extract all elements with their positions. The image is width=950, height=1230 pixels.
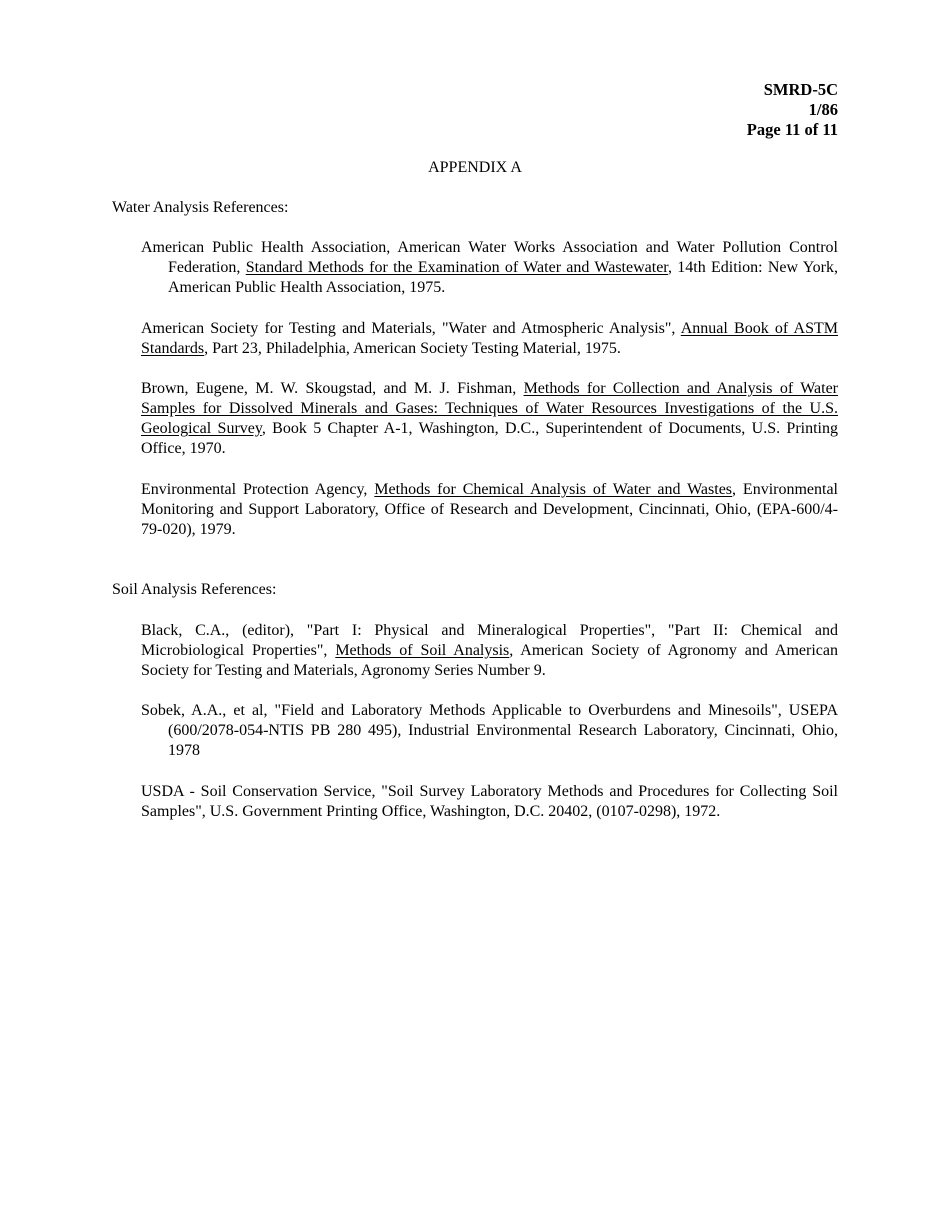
reference-title: Methods for Chemical Analysis of Water and Wastes [374,481,733,498]
document-date: 1/86 [808,100,838,119]
reference-title: Methods for Collection and Analysis of Water Samples for Dissolved Minerals and Gases: Techniques of Water Resources Investigations of the U.S. Geological Survey [141,380,838,437]
page-header [747,80,838,140]
soil-reference-2: Sobek, A.A., et al, "Field and Laboratory Methods Applicable to Overburdens and Minesoils", USEPA (600/2078-054-NTIS PB 280 495), Industrial Environmental Research Laboratory, Cincinnati, Ohio, 1978 [141,702,838,759]
water-reference-2: American Society for Testing and Materials, "Water and Atmospheric Analysis", Annual Book of ASTM Standards, Part 23, Philadelphia, American Society Testing Material, 1975. [141,320,839,357]
water-reference-3: Brown, Eugene, M. W. Skougstad, and M. J. Fishman, Methods for Collection and Analysis of Water Samples for Dissolved Minerals and Gases: Techniques of Water Resources Investigations of the U.S. Geological Survey, Book 5 Chapter A-1, Washington, D.C., Superintendent of Documents, U.S. Printing Office, 1970. [141,380,838,457]
reference-title: Standard Methods for the Examination of Water and Wastewater [245,259,668,276]
page-title: APPENDIX A [428,159,522,176]
reference-title: Methods of Soil Analysis [335,642,510,659]
page-number: Page 11 of 11 [746,120,838,139]
water-section-heading: Water Analysis References: [112,199,289,216]
water-reference-1: American Public Health Association, American Water Works Association and Water Pollution Control Federation, Standard Methods for the Examination of Water and Wastewater, 14th Edition: New York, American Public Health Association, 1975. [141,239,839,296]
water-reference-4: Environmental Protection Agency, Methods for Chemical Analysis of Water and Wastes, Environmental Monitoring and Support Laboratory, Office of Research and Development, Cincinnati, Ohio, (EPA-600/4-79-020), 1979. [141,481,839,538]
soil-reference-1: Black, C.A., (editor), "Part I: Physical and Mineralogical Properties", "Part II: Chemical and Microbiological Properties", Methods of Soil Analysis, American Society of Agronomy and American Society for Testing and Materials, Agronomy Series Number 9. [141,622,838,679]
reference-title: Annual Book of ASTM Standards [141,320,839,357]
soil-reference-3: USDA - Soil Conservation Service, "Soil Survey Laboratory Methods and Procedures for Collecting Soil Samples", U.S. Government Printing Office, Washington, D.C. 20402, (0107-0298), 1972. [141,783,838,820]
soil-section-heading: Soil Analysis References: [112,581,277,598]
document-id: SMRD-5C [763,80,838,99]
